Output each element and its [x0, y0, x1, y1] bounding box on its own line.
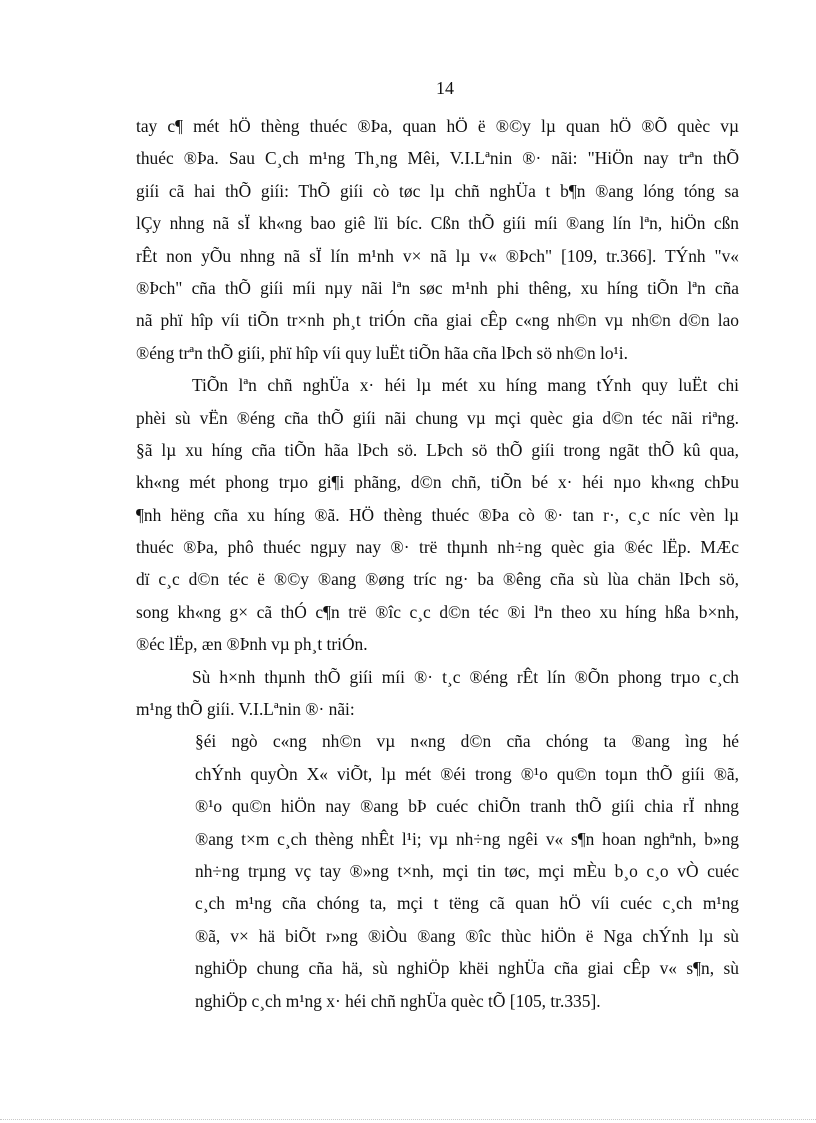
- quote-line: nh÷ng trµng vç tay ®»ng t×nh, mçi tin tøc, mçi mÈu b¸o c¸o vÒ cuéc: [195, 860, 739, 881]
- text-line: tay c¶ mét hÖ thèng thuéc ®Þa, quan hÖ ë ®©y lµ quan hÖ ®Õ quèc vµ: [136, 116, 739, 136]
- page-number: 14: [436, 78, 454, 98]
- quote-line: nghiÖp chung cña hä, sù nghiÖp khëi nghÜa cña giai cÊp v« s¶n, sù: [195, 958, 739, 979]
- text-line: dï c¸c d©n téc ë ®©y ®ang ®øng tríc ng· ba ®êng cña sù lùa chän lÞch sö,: [136, 569, 739, 590]
- quote-line: §éi ngò c«ng nh©n vµ n«ng d©n cña chóng ta ®ang ìng hé: [195, 731, 739, 752]
- text-line: thuéc ®Þa. Sau C¸ch m¹ng Th¸ng Mêi, V.I.Lªnin ®· nãi: "HiÖn nay trªn thÕ: [136, 148, 739, 169]
- quote-line: ®¹o qu©n hiÖn nay ®ang bÞ cuéc chiÕn tranh thÕ giíi chia rÏ nhng: [195, 796, 739, 817]
- quote-line: ®ang t×m c¸ch thèng nhÊt l¹i; vµ nh÷ng ngêi v« s¶n hoan nghªnh, b»ng: [195, 828, 739, 849]
- quote-line: c¸ch m¹ng cña chóng ta, mçi t tëng cã quan hÖ víi cuéc c¸ch m¹ng: [195, 893, 739, 914]
- text-line: m¹ng thÕ giíi. V.I.Lªnin ®· nãi:: [136, 699, 355, 720]
- text-line: giíi cã hai thÕ giíi: ThÕ giíi cò tøc lµ chñ nghÜa t b¶n ®ang lóng tóng sa: [136, 180, 739, 201]
- text-line: lÇy nhng nã sÏ kh«ng bao giê lïi bíc. Cßn thÕ giíi míi ®ang lín lªn, hiÖn cßn: [136, 213, 739, 234]
- text-line: Sù h×nh thµnh thÕ giíi míi ®· t¸c ®éng rÊt lín ®Õn phong trµo c¸ch: [192, 666, 739, 687]
- text-line: TiÕn lªn chñ nghÜa x· héi lµ mét xu híng mang tÝnh quy luËt chi: [192, 375, 739, 396]
- text-line: ®éc lËp, æn ®Þnh vµ ph¸t triÓn.: [136, 634, 368, 655]
- quote-line: chÝnh quyÒn X« viÕt, lµ mét ®éi trong ®¹o qu©n toµn thÕ giíi ®ã,: [195, 763, 739, 784]
- quote-line: ®ã, v× hä biÕt r»ng ®iÒu ®ang ®îc thùc hiÖn ë Nga chÝnh lµ sù: [195, 925, 739, 946]
- text-line: ®Þch" cña thÕ giíi míi nµy nãi lªn søc m¹nh phi thêng, xu híng tiÕn lªn cña: [136, 277, 739, 298]
- text-line: ®éng trªn thÕ giíi, phï hîp víi quy luËt tiÕn hãa cña lÞch sö nh©n lo¹i.: [136, 342, 628, 363]
- text-line: kh«ng mét phong trµo gi¶i phãng, d©n chñ, tiÕn bé x· héi nµo kh«ng chÞu: [136, 472, 739, 493]
- text-line: rÊt non yÕu nhng nã sÏ lín m¹nh v× nã lµ v« ®Þch" [109, tr.366]. TÝnh "v«: [136, 245, 739, 266]
- page-bottom-rule: [0, 1119, 816, 1120]
- text-line: ¶nh hëng cña xu híng ®ã. HÖ thèng thuéc ®Þa cò ®· tan r·, c¸c níc vèn lµ: [136, 504, 739, 525]
- quote-line: nghiÖp c¸ch m¹ng x· héi chñ nghÜa quèc tÕ [105, tr.335].: [195, 990, 601, 1011]
- text-line: song kh«ng g× cã thÓ c¶n trë ®îc c¸c d©n téc ®i lªn theo xu híng hßa b×nh,: [136, 601, 739, 622]
- text-line: phèi sù vËn ®éng cña thÕ giíi nãi chung vµ mçi quèc gia d©n téc nãi riªng.: [136, 407, 739, 428]
- text-line: §ã lµ xu híng cña tiÕn hãa lÞch sö. LÞch sö thÕ giíi trong ngãt thÕ kû qua,: [136, 439, 739, 460]
- body-text: [136, 110, 739, 1017]
- text-line: nã phï hîp víi tiÕn tr×nh ph¸t triÓn cña giai cÊp c«ng nh©n vµ nh©n d©n lao: [136, 310, 739, 331]
- text-line: thuéc ®Þa, phô thuéc ngµy nay ®· trë thµnh nh÷ng quèc gia ®éc lËp. MÆc: [136, 537, 739, 558]
